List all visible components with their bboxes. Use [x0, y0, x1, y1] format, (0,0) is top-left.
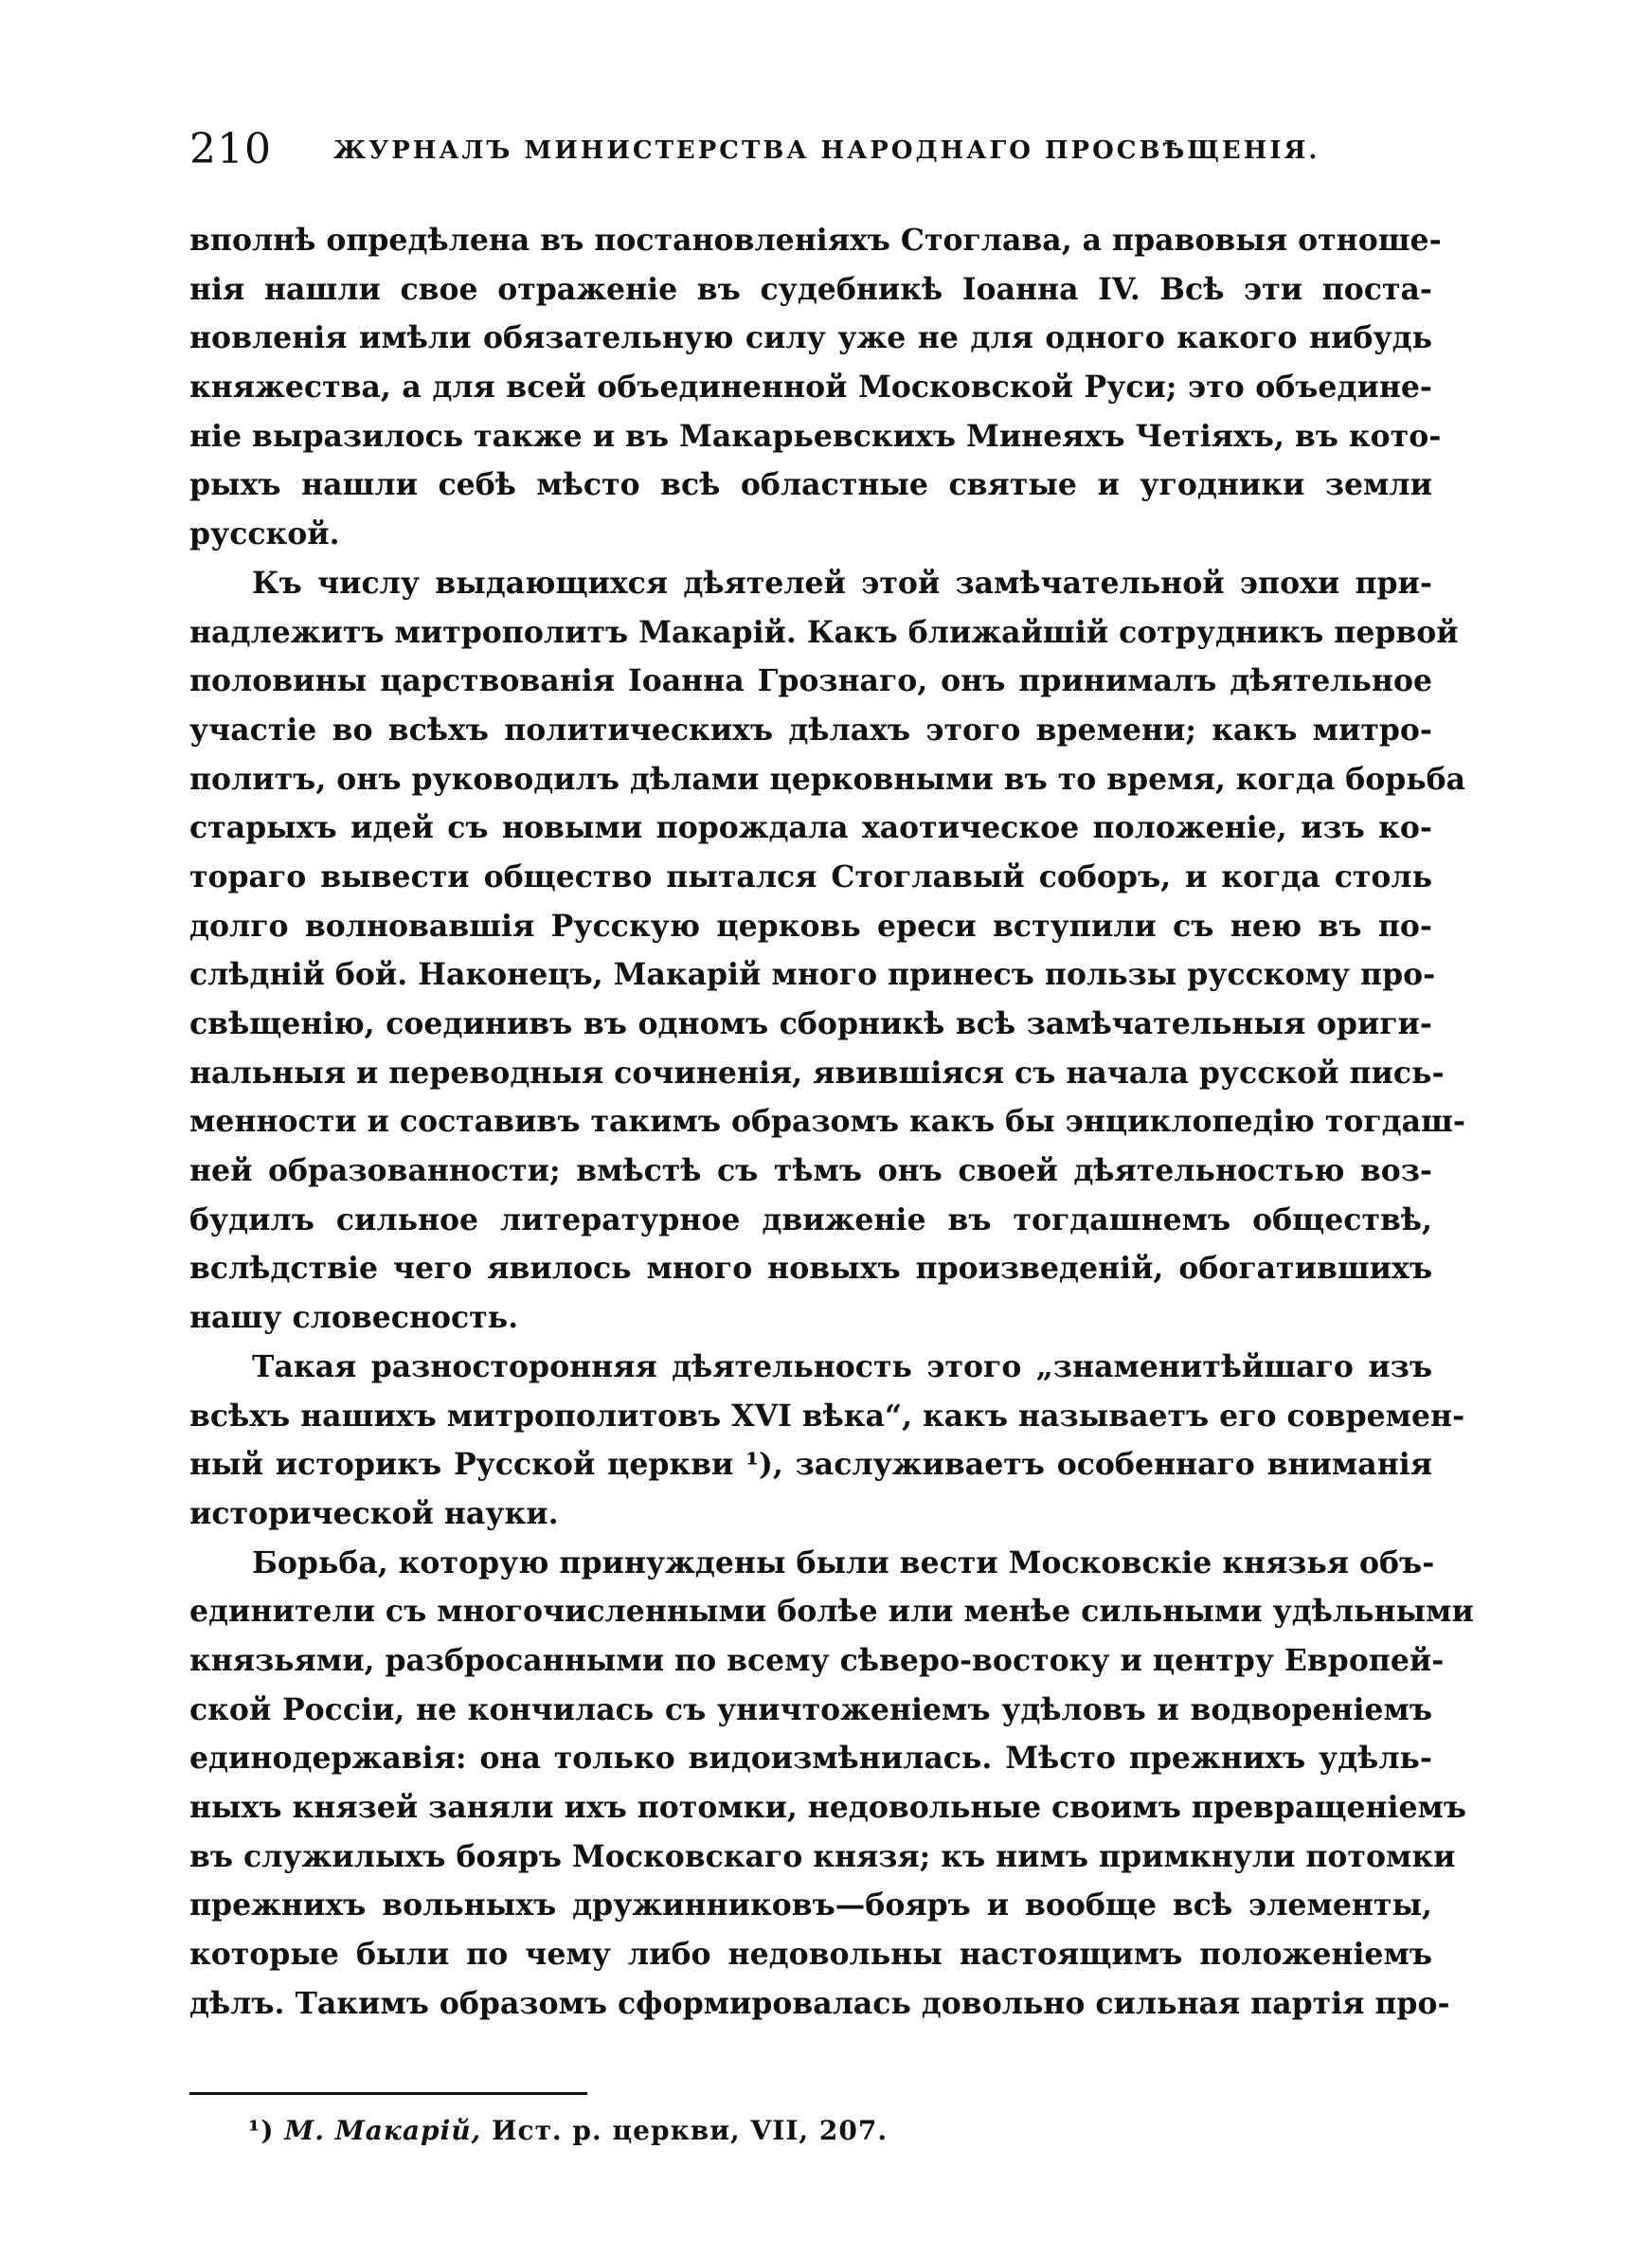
text-line: участіе во всѣхъ политическихъ дѣлахъ этого времени; какъ митро- — [189, 712, 1432, 748]
text-line: прежнихъ вольныхъ дружинниковъ—бояръ и вообще всѣ элементы, — [189, 1887, 1432, 1923]
footnote — [248, 2115, 888, 2146]
text-line: ніе выразилось также и въ Макарьевскихъ Минеяхъ Четіяхъ, въ кото- — [189, 418, 1442, 454]
paragraph — [189, 1343, 1465, 1539]
text-line: единодержавія: она только видоизмѣнилась. Мѣсто прежнихъ удѣль- — [189, 1741, 1432, 1777]
paragraph — [189, 1539, 1474, 2029]
text-line: нія нашли свое отраженіе въ судебникѣ Іоанна IV. Всѣ эти поста- — [189, 271, 1432, 307]
text-line: которые были по чему либо недовольны настоящимъ положеніемъ — [189, 1937, 1432, 1973]
text-line: свѣщенію, соединивъ въ одномъ сборникѣ всѣ замѣчательныя ориги- — [189, 1006, 1432, 1041]
text-line: исторической науки. — [189, 1495, 559, 1531]
text-line: русской. — [189, 516, 340, 552]
text-line: Такая разносторонняя дѣятельность этого „знаменитѣйшаго изъ — [252, 1348, 1432, 1384]
text-line: старыхъ идей съ новыми порождала хаотическое положеніе, изъ ко- — [189, 810, 1432, 846]
text-line: единители съ многочисленными болѣе или менѣе сильными удѣльными — [189, 1594, 1474, 1630]
text-line: ней образованности; вмѣстѣ съ тѣмъ онъ своей дѣятельностью воз- — [189, 1153, 1432, 1189]
text-line: нашу словесность. — [189, 1300, 519, 1336]
paragraph — [189, 216, 1442, 559]
text-line: Борьба, которую принуждены были вести Московскіе князья объ- — [252, 1544, 1435, 1580]
text-line: дѣлъ. Такимъ образомъ сформировалась довольно сильная партія про- — [189, 1985, 1450, 2021]
text-line: половины царствованія Іоанна Грознаго, онъ принималъ дѣятельное — [189, 663, 1432, 699]
page-number: 210 — [189, 125, 272, 173]
text-line: долго волновавшія Русскую церковь ереси вступили съ нею въ по- — [189, 908, 1432, 944]
text-line: слѣдній бой. Наконецъ, Макарій много принесъ пользы русскому про- — [189, 957, 1436, 993]
text-line: въ служилыхъ бояръ Московскаго князя; къ нимъ примкнули потомки — [189, 1838, 1456, 1874]
text-line: надлежитъ митрополитъ Макарій. Какъ ближайшій сотрудникъ первой — [189, 614, 1459, 650]
text-line: ный историкъ Русской церкви ¹), заслуживаетъ особеннаго вниманія — [189, 1447, 1432, 1483]
footnote-rule — [189, 2092, 587, 2095]
footnote-marker: ¹) — [248, 2115, 275, 2146]
text-line: Къ числу выдающихся дѣятелей этой замѣчательной эпохи при- — [252, 565, 1432, 601]
text-line: княжества, а для всей объединенной Московской Руси; это объедине- — [189, 370, 1432, 406]
text-line: новленія имѣли обязательную силу уже не для одного какого нибудь — [189, 320, 1432, 356]
text-line: будилъ сильное литературное движеніе въ тогдашнемъ обществѣ, — [189, 1201, 1432, 1237]
text-line: ской Россіи, не кончилась съ уничтоженіемъ удѣловъ и водвореніемъ — [189, 1691, 1432, 1727]
running-title: ЖУРНАЛЪ МИНИСТЕРСТВА НАРОДНАГО ПРОСВѢЩЕНІЯ. — [333, 136, 1320, 165]
footnote-citation: Ист. р. церкви, VII, 207. — [492, 2115, 889, 2146]
text-line: рыхъ нашли себѣ мѣсто всѣ областные святые и угодники земли — [189, 467, 1432, 503]
paragraph — [189, 559, 1466, 1343]
text-line: вслѣдствіе чего явилось много новыхъ произведеній, обогатившихъ — [189, 1251, 1432, 1287]
text-line: вполнѣ опредѣлена въ постановленіяхъ Стоглава, а правовыя отноше- — [189, 223, 1442, 258]
text-line: менности и составивъ такимъ образомъ какъ бы энциклопедію тогдаш- — [189, 1104, 1465, 1140]
body-text — [189, 216, 1474, 2028]
page-header — [189, 125, 1449, 182]
text-line: князьями, разбросанными по всему сѣверо-востоку и центру Европей- — [189, 1642, 1445, 1678]
text-line: политъ, онъ руководилъ дѣлами церковными въ то время, когда борьба — [189, 761, 1466, 797]
text-line: нальныя и переводныя сочиненія, явившіяся съ начала русской пись- — [189, 1055, 1445, 1091]
text-line: тораго вывести общество пытался Стоглавый соборъ, и когда столь — [189, 858, 1432, 894]
footnote-author: М. Макарій, — [284, 2115, 482, 2146]
text-line: ныхъ князей заняли ихъ потомки, недовольные своимъ превращеніемъ — [189, 1790, 1467, 1825]
text-line: всѣхъ нашихъ митрополитовъ XVI вѣка“, какъ называетъ его современ- — [189, 1398, 1465, 1434]
